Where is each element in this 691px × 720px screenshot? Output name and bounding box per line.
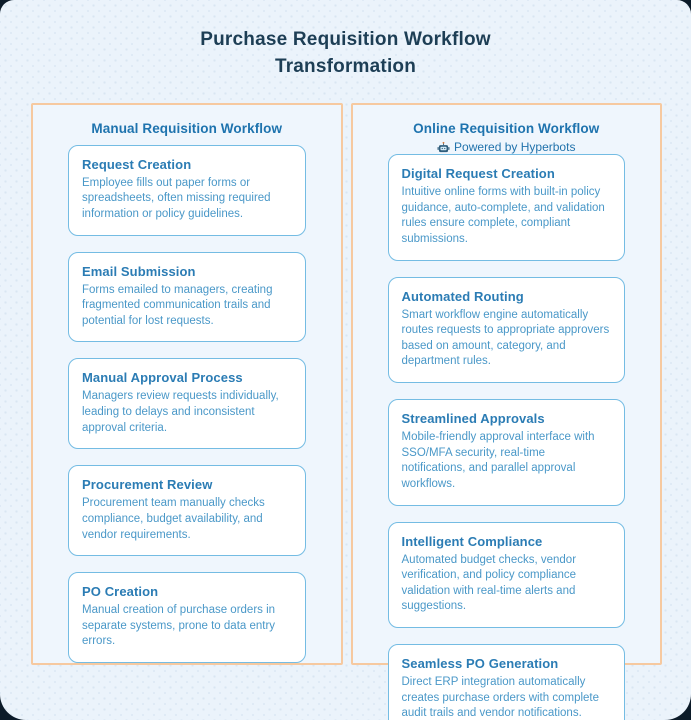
online-workflow-panel (351, 103, 663, 720)
card-title: Seamless PO Generation (401, 656, 559, 671)
online-panel-header (388, 121, 626, 154)
workflow-step-card (68, 145, 306, 236)
card-description: Forms emailed to managers, creating fragmented communication trails and potential for lost requests. (82, 283, 273, 327)
workflow-step-card (68, 572, 306, 663)
card-description: Employee fills out paper forms or spreadsheets, often missing required information or policy guidelines. (82, 176, 271, 220)
card-title: Manual Approval Process (82, 370, 243, 386)
workflow-step-card (388, 644, 626, 720)
workflow-step-card (388, 277, 626, 384)
online-panel-subtitle (388, 140, 626, 154)
page-title-line1: Purchase Requisition Workflow (200, 29, 491, 50)
workflow-step-card (68, 252, 306, 343)
card-description: Direct ERP integration automatically creates purchase orders with complete audit trails and vendor notifications. (401, 676, 600, 720)
card-description: Manual creation of purchase orders in separate systems, prone to data entry errors. (82, 604, 276, 648)
workflow-step-card (68, 465, 306, 556)
robot-icon (437, 141, 450, 154)
card-title: PO Creation (82, 584, 159, 600)
card-description: Intuitive online forms with built-in policy guidance, auto-complete, and validation rules ensure complete, compliant submissions. (401, 186, 605, 245)
online-panel-title: Online Requisition Workflow (413, 121, 600, 136)
card-title: Procurement Review (82, 477, 213, 493)
page-title-line2: Transformation (274, 56, 417, 77)
card-description: Procurement team manually checks compliance, budget availability, and vendor requirements. (82, 497, 265, 541)
workflow-columns (31, 103, 662, 720)
card-description: Automated budget checks, vendor verification, and policy compliance validation with real-time alerts and suggestions. (401, 553, 577, 613)
card-description: Smart workflow engine automatically routes requests to appropriate approvers based on amount, category, and department rules. (401, 308, 610, 368)
card-title: Streamlined Approvals (401, 411, 545, 426)
workflow-step-card (388, 399, 626, 506)
card-title: Request Creation (82, 156, 192, 172)
card-title: Automated Routing (401, 288, 524, 304)
card-description: Mobile-friendly approval interface with SSO/MFA security, real-time notifications, and parallel approval workflows. (401, 431, 595, 490)
manual-panel-title: Manual Requisition Workflow (91, 121, 283, 136)
manual-panel-header (68, 121, 306, 145)
online-card-list (388, 154, 626, 720)
card-description: Managers review requests individually, leading to delays and inconsistent approval criteria. (82, 390, 279, 434)
powered-by-label: Powered by Hyperbots (454, 140, 576, 154)
workflow-step-card (68, 358, 306, 449)
manual-card-list (68, 145, 306, 663)
workflow-step-card (388, 154, 626, 261)
card-title: Intelligent Compliance (401, 533, 543, 549)
workflow-step-card (388, 522, 626, 629)
card-title: Email Submission (82, 263, 196, 279)
page-title (0, 26, 691, 80)
manual-workflow-panel (31, 103, 343, 665)
card-title: Digital Request Creation (401, 166, 555, 181)
